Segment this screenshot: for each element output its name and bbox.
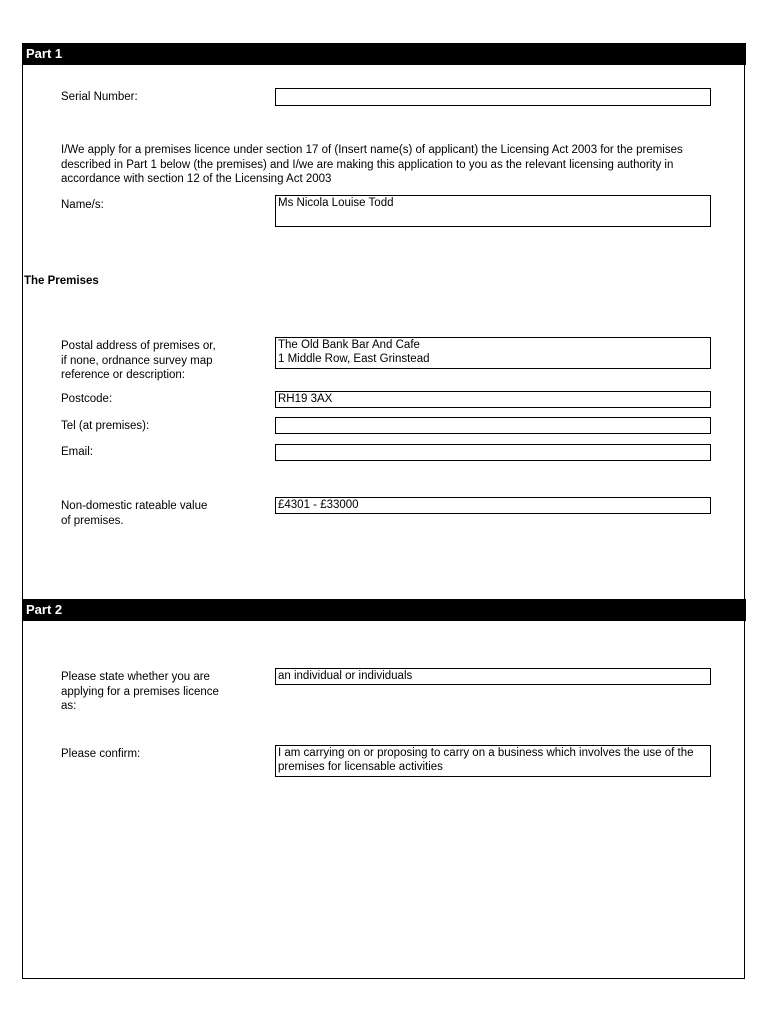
email-field[interactable] (275, 444, 711, 461)
serial-number-label: Serial Number: (61, 91, 138, 103)
rateable-value-label: Non-domestic rateable value of premises. (61, 500, 208, 527)
tel-label: Tel (at premises): (61, 420, 150, 432)
application-intro: I/We apply for a premises licence under section 17 of (Insert name(s) of applicant) the Licensing Act 2003 for the premises described in Part 1 below (the premises) and I/we are making this application to you as the relevant licensing authority in accordance with section 12 of the Licensing Act 2003 (61, 144, 683, 185)
part2-heading: Part 2 (22, 599, 746, 621)
applying-as-label: Please state whether you are applying for a premises licence as: (61, 671, 219, 712)
tel-field[interactable] (275, 417, 711, 434)
rateable-value-field[interactable]: £4301 - £33000 (275, 497, 711, 514)
postal-address-field[interactable]: The Old Bank Bar And Cafe 1 Middle Row, East Grinstead (275, 337, 711, 369)
postcode-field[interactable]: RH19 3AX (275, 391, 711, 408)
postal-address-label: Postal address of premises or, if none, ordnance survey map reference or description: (61, 340, 216, 381)
names-label: Name/s: (61, 199, 104, 211)
serial-number-field[interactable] (275, 88, 711, 106)
premises-heading: The Premises (24, 275, 99, 287)
part1-heading: Part 1 (22, 43, 746, 65)
names-field[interactable]: Ms Nicola Louise Todd (275, 195, 711, 227)
postcode-label: Postcode: (61, 393, 113, 405)
email-label: Email: (61, 446, 93, 458)
confirm-label: Please confirm: (61, 748, 141, 760)
applying-as-field[interactable]: an individual or individuals (275, 668, 711, 685)
confirm-field[interactable]: I am carrying on or proposing to carry on a business which involves the use of the premises for licensable activities (275, 745, 711, 777)
